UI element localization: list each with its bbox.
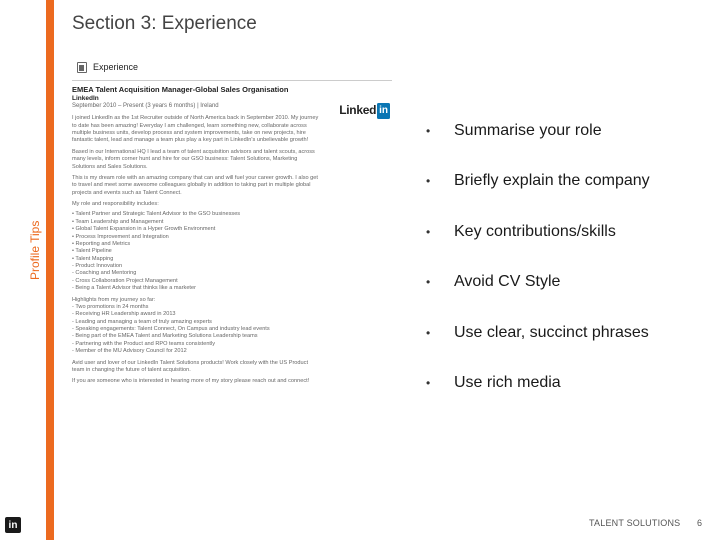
bullet-icon: •	[426, 124, 431, 138]
page-number: 6	[697, 518, 703, 528]
list-item: • Summarise your role	[426, 122, 602, 139]
list-item: • Key contributions/skills	[426, 223, 616, 240]
side-label: Profile Tips	[28, 220, 42, 280]
bullet-icon: •	[426, 174, 431, 188]
list-item: • Briefly explain the company	[426, 172, 650, 189]
paragraph-1: I joined LinkedIn as the 1st Recruiter outside of North America back in September 2010. My journey to date has been amazing! Everyday I am challenged, learn something new, collaborate across multiple business units, develop process and system improvements, take on new projects, hire fantastic talent, lead and manage a team plus play a key part in LinkedIn's unbelievable growth!	[72, 115, 319, 144]
paragraph-5: If you are someone who is interested in hearing more of my story please reach out and connect!	[72, 378, 310, 385]
role-list: My role and responsibility includes: • Talent Partner and Strategic Talent Advisor to the GSO businesses • Team Leadership and Management • Global Talent Expansion in a Hyper Growth Environment • Process Improvement and Integration • Reporting and Metrics • Talent Pipeline • Talent Mapping - Product Innovation - Coaching and Mentoring - Cross Collaboration Project Management - Being a Talent Advisor that thinks like a marketer	[72, 201, 241, 292]
logo-word: Linked	[339, 103, 377, 117]
footer-brand: TALENT SOLUTIONS	[589, 518, 681, 528]
side-panel-edge	[46, 0, 52, 540]
paragraph-4: Avid user and lover of our LinkedIn Talent Solutions products! Work closely with the US Product team in changing the future of talent acquisition.	[72, 359, 308, 373]
experience-header	[77, 62, 392, 74]
job-dates: September 2010 – Present (3 years 6 months) | Ireland	[72, 103, 219, 110]
linkedin-logo	[339, 103, 390, 119]
document-icon	[77, 62, 87, 73]
bullet-icon: •	[426, 225, 431, 239]
company-name: LinkedIn	[72, 94, 99, 102]
logo-in: in	[377, 103, 390, 118]
experience-label: Experience	[93, 62, 139, 72]
divider	[72, 80, 392, 81]
bullet-icon: •	[426, 376, 431, 390]
list-item: • Use clear, succinct phrases	[426, 324, 649, 341]
list-item: • Use rich media	[426, 374, 561, 391]
linkedin-icon: in	[5, 517, 21, 533]
highlights-list: Highlights from my journey so far: - Two promotions in 24 months - Receiving HR Leadership award in 2013 - Leading and managing a team of truly amazing experts - Speaking engagements: Talent Connect, On Campus and industry lead events - Being part of the EMEA Talent and Marketing Solutions Leadership teams - Partnering with the Product and RPO teams consistently - Member of the MU Advisory Council for 2012	[72, 296, 270, 355]
job-title: EMEA Talent Acquisition Manager-Global Sales Organisation	[72, 84, 289, 94]
bullet-icon: •	[426, 275, 431, 289]
profile-snapshot	[72, 62, 392, 492]
paragraph-2: Based in our International HQ I lead a team of talent acquisition advisors and talent scouts, across many levels, inform corner hunt and hire for our GSO business: Talent Solutions, Marketing Solutions and Sales Solutions.	[72, 148, 315, 170]
bullet-icon: •	[426, 326, 431, 340]
paragraph-3: This is my dream role with an amazing company that can and will fuel your career growth. I also get to travel and meet some awesome colleagues globally in addition to taking part in multiple global projects and events such as Talent Connect.	[72, 174, 318, 196]
side-panel	[0, 0, 52, 540]
page-title: Section 3: Experience	[72, 13, 257, 34]
list-item: • Avoid CV Style	[426, 273, 561, 290]
accent-stripe	[52, 0, 54, 540]
